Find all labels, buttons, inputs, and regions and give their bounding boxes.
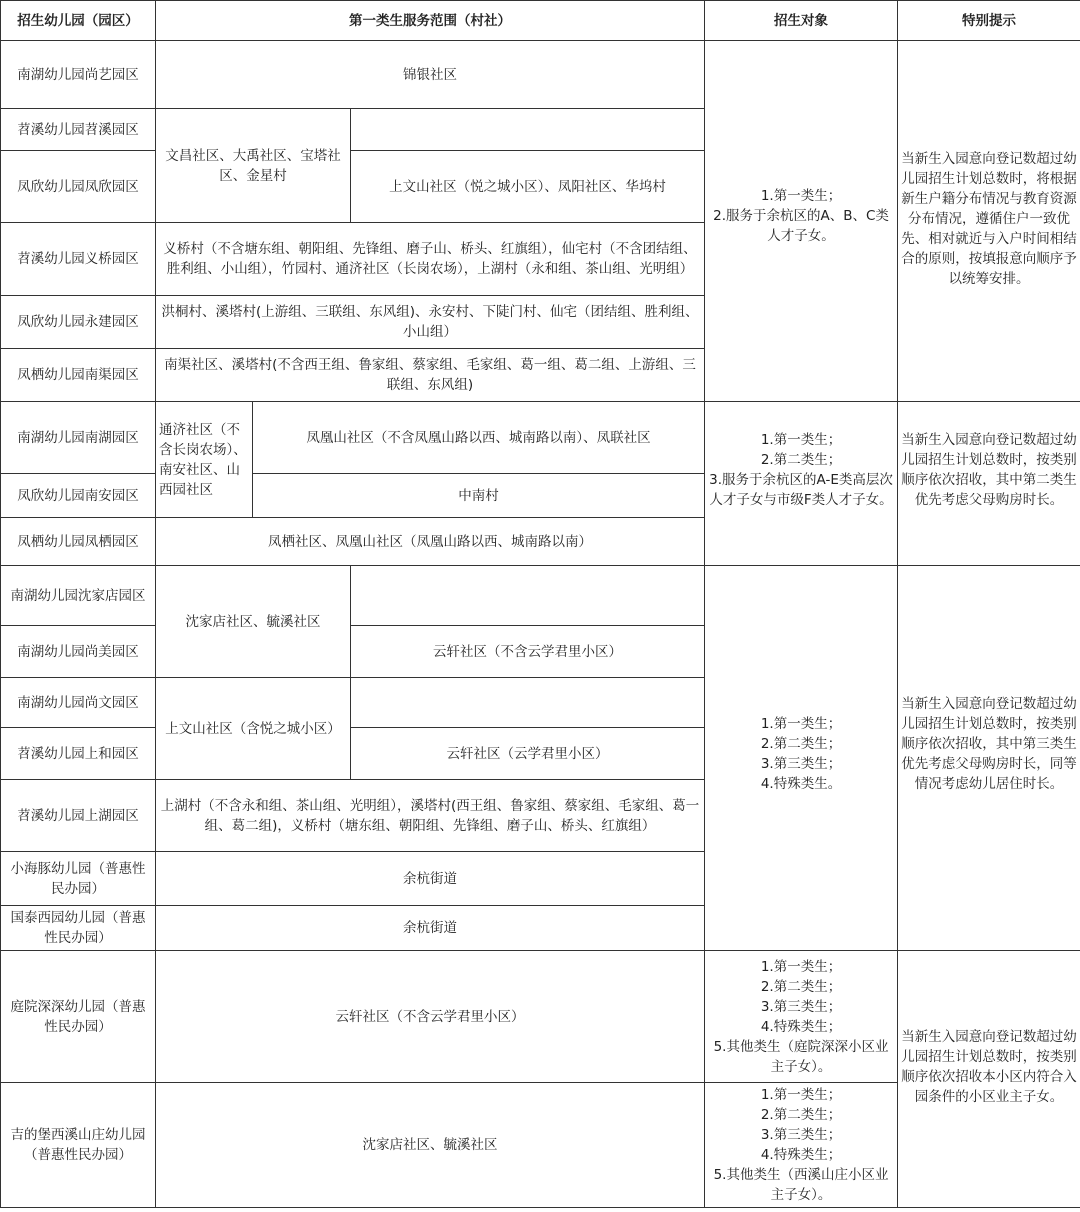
service-area-cell: 余杭街道 bbox=[156, 906, 705, 951]
kindergarten-cell: 凤栖幼儿园南渠园区 bbox=[1, 349, 156, 402]
target-line: 4.特殊类生； bbox=[760, 1018, 842, 1035]
target-line: 2.第二类生； bbox=[760, 736, 842, 752]
kindergarten-cell: 南湖幼儿园尚文园区 bbox=[1, 678, 156, 728]
target-line: 4.特殊类生； bbox=[760, 1147, 842, 1163]
service-area-cell: 上湖村（不含永和组、茶山组、光明组），溪塔村(西王组、鲁家组、蔡家组、毛家组、葛一组、葛二组)，义桥村（塘东组、朝阳组、先锋组、磨子山、桥头、红旗组） bbox=[156, 780, 705, 852]
target-line: 2.第二类生； bbox=[760, 1107, 842, 1123]
shared-area-cell: 沈家店社区、毓溪社区 bbox=[156, 566, 351, 678]
target-line: 2.第二类生； bbox=[760, 978, 842, 995]
header-row bbox=[1, 1, 1080, 41]
notice-cell: 当新生入园意向登记数超过幼儿园招生计划总数时，按类别顺序依次招收本小区内符合入园条件的小区业主子女。 bbox=[898, 951, 1080, 1208]
service-area-cell: 洪桐村、溪塔村(上游组、三联组、东风组)、永安村、下陡门村、仙宅（团结组、胜利组、小山组） bbox=[156, 296, 705, 349]
kindergarten-cell: 南湖幼儿园沈家店园区 bbox=[1, 566, 156, 626]
service-area-cell: 上文山社区（悦之城小区）、凤阳社区、华坞村 bbox=[351, 151, 705, 223]
kindergarten-cell: 苕溪幼儿园苕溪园区 bbox=[1, 109, 156, 151]
kindergarten-cell: 国泰西园幼儿园（普惠性民办园） bbox=[1, 906, 156, 951]
target-line: 1.第一类生； bbox=[760, 432, 842, 448]
kindergarten-cell: 凤栖幼儿园凤栖园区 bbox=[1, 518, 156, 566]
target-line: 5.其他类生（庭院深深小区业主子女）。 bbox=[713, 1038, 889, 1075]
kindergarten-cell: 庭院深深幼儿园（普惠性民办园） bbox=[1, 951, 156, 1083]
header-target: 招生对象 bbox=[705, 1, 898, 41]
service-area-cell: 云轩社区（云学君里小区） bbox=[351, 728, 705, 780]
kindergarten-cell: 吉的堡西溪山庄幼儿园（普惠性民办园） bbox=[1, 1083, 156, 1208]
service-area-cell: 锦银社区 bbox=[156, 41, 705, 109]
target-line: 3.第三类生； bbox=[760, 756, 842, 772]
target-line: 1.第一类生； bbox=[760, 958, 842, 975]
kindergarten-cell: 南湖幼儿园尚美园区 bbox=[1, 626, 156, 678]
kindergarten-cell: 苕溪幼儿园上湖园区 bbox=[1, 780, 156, 852]
target-cell bbox=[705, 566, 898, 951]
table-row bbox=[1, 951, 1080, 1083]
kindergarten-cell: 凤欣幼儿园南安园区 bbox=[1, 474, 156, 518]
kindergarten-cell: 凤欣幼儿园凤欣园区 bbox=[1, 151, 156, 223]
header-service-area: 第一类生服务范围（村社） bbox=[156, 1, 705, 41]
service-area-cell: 凤凰山社区（不含凤凰山路以西、城南路以南）、凤联社区 bbox=[253, 402, 705, 474]
target-line: 2.第二类生； bbox=[760, 452, 842, 468]
target-cell bbox=[705, 951, 898, 1083]
service-area-cell: 中南村 bbox=[253, 474, 705, 518]
target-cell bbox=[705, 41, 898, 402]
notice-cell: 当新生入园意向登记数超过幼儿园招生计划总数时，按类别顺序依次招收，其中第三类生优先考虑父母购房时长，同等情况考虑幼儿居住时长。 bbox=[898, 566, 1080, 951]
target-line: 1.第一类生； bbox=[760, 188, 842, 204]
target-cell bbox=[705, 402, 898, 566]
table-row bbox=[1, 402, 1080, 474]
shared-area-cell: 文昌社区、大禹社区、宝塔社区、金星村 bbox=[156, 109, 351, 223]
shared-area-cell: 通济社区（不含长岗农场）、南安社区、山西园社区 bbox=[156, 402, 253, 518]
service-area-cell: 沈家店社区、毓溪社区 bbox=[156, 1083, 705, 1208]
target-line: 5.其他类生（西溪山庄小区业主子女）。 bbox=[713, 1167, 889, 1203]
target-line: 4.特殊类生。 bbox=[760, 776, 842, 792]
service-area-cell: 云轩社区（不含云学君里小区） bbox=[351, 626, 705, 678]
kindergarten-cell: 凤欣幼儿园永建园区 bbox=[1, 296, 156, 349]
target-line: 1.第一类生； bbox=[760, 716, 842, 732]
target-line: 3.服务于余杭区的A-E类高层次人才子女与市级F类人才子女。 bbox=[709, 472, 893, 508]
service-area-cell: 南渠社区、溪塔村(不含西王组、鲁家组、蔡家组、毛家组、葛一组、葛二组、上游组、三联组、东风组) bbox=[156, 349, 705, 402]
service-area-cell: 云轩社区（不含云学君里小区） bbox=[156, 951, 705, 1083]
table-row bbox=[1, 41, 1080, 109]
target-line: 3.第三类生； bbox=[760, 1127, 842, 1143]
service-area-cell bbox=[351, 678, 705, 728]
notice-cell: 当新生入园意向登记数超过幼儿园招生计划总数时，将根据新生户籍分布情况与教育资源分布情况，遵循住户一致优先、相对就近与入户时间相结合的原则，按填报意向顺序予以统筹安排。 bbox=[898, 41, 1080, 402]
header-notice: 特别提示 bbox=[898, 1, 1080, 41]
target-line: 3.第三类生； bbox=[760, 998, 842, 1015]
service-area-cell bbox=[351, 566, 705, 626]
shared-area-cell: 上文山社区（含悦之城小区） bbox=[156, 678, 351, 780]
service-area-cell: 凤栖社区、凤凰山社区（凤凰山路以西、城南路以南） bbox=[156, 518, 705, 566]
kindergarten-cell: 苕溪幼儿园义桥园区 bbox=[1, 223, 156, 296]
service-area-cell: 余杭街道 bbox=[156, 852, 705, 906]
table-row bbox=[1, 566, 1080, 626]
kindergarten-cell: 南湖幼儿园南湖园区 bbox=[1, 402, 156, 474]
header-kindergarten: 招生幼儿园（园区） bbox=[1, 1, 156, 41]
service-area-cell: 义桥村（不含塘东组、朝阳组、先锋组、磨子山、桥头、红旗组），仙宅村（不含团结组、胜利组、小山组），竹园村、通济社区（长岗农场），上湖村（永和组、茶山组、光明组） bbox=[156, 223, 705, 296]
kindergarten-cell: 苕溪幼儿园上和园区 bbox=[1, 728, 156, 780]
service-area-cell bbox=[351, 109, 705, 151]
notice-cell: 当新生入园意向登记数超过幼儿园招生计划总数时，按类别顺序依次招收，其中第二类生优先考虑父母购房时长。 bbox=[898, 402, 1080, 566]
kindergarten-cell: 小海豚幼儿园（普惠性民办园） bbox=[1, 852, 156, 906]
target-line: 1.第一类生； bbox=[760, 1087, 842, 1103]
kindergarten-cell: 南湖幼儿园尚艺园区 bbox=[1, 41, 156, 109]
target-cell bbox=[705, 1083, 898, 1208]
target-line: 2.服务于余杭区的A、B、C类人才子女。 bbox=[713, 208, 889, 244]
